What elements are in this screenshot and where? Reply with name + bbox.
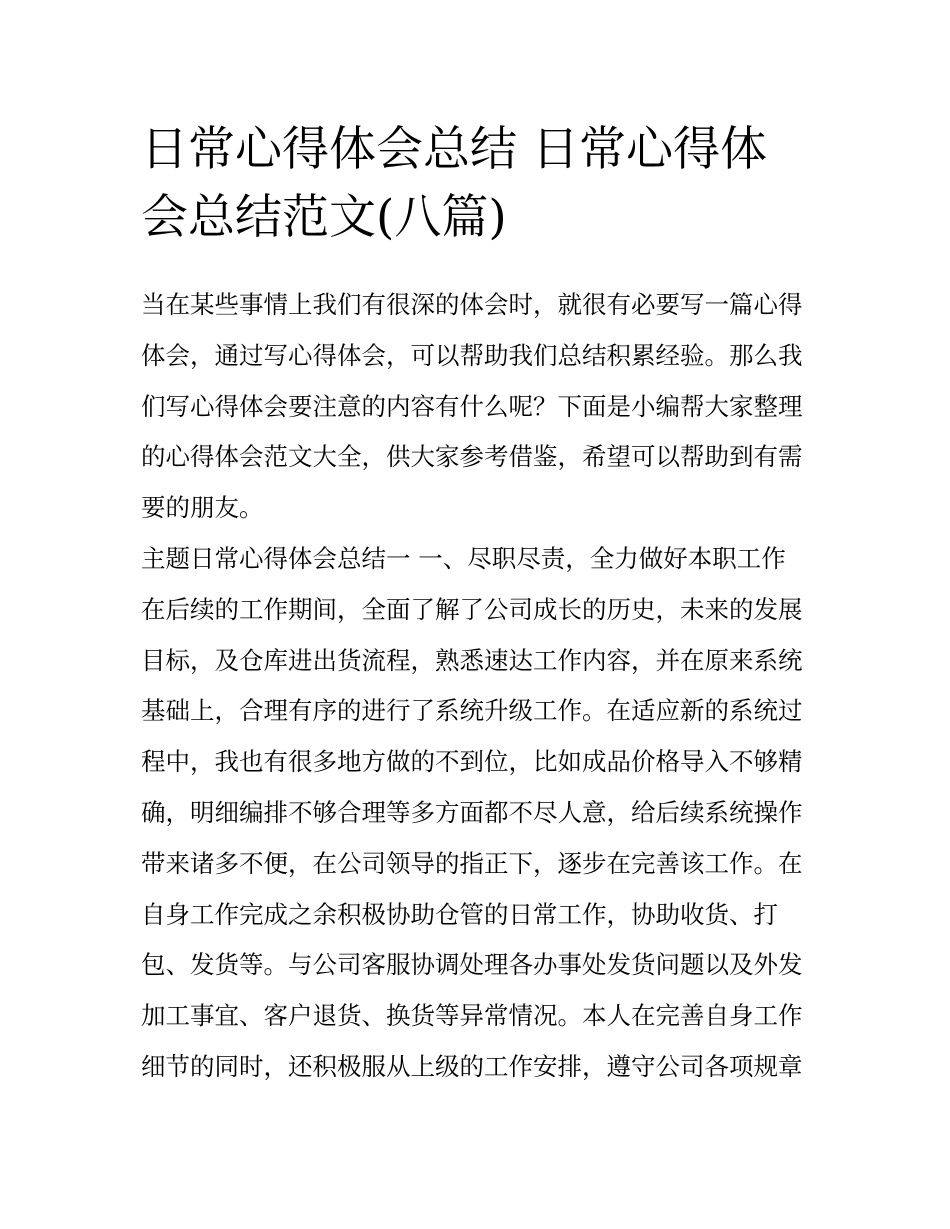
body-line: 带来诸多不便，在公司领导的指正下，逐步在完善该工作。在 — [141, 848, 803, 878]
body-line: 自身工作完成之余积极协助仓管的日常工作，协助收货、打 — [141, 899, 778, 929]
body-line: 加工事宜、客户退货、换货等异常情况。本人在完善自身工作 — [141, 1001, 803, 1031]
title-line: 日常心得体会总结 日常心得体 — [141, 122, 767, 177]
body-line: 确，明细编排不够合理等多方面都不尽人意，给后续系统操作 — [141, 797, 803, 827]
body-line: 主题日常心得体会总结一 一、尽职尽责，全力做好本职工作 — [141, 543, 786, 573]
body-line: 细节的同时，还积极服从上级的工作安排，遵守公司各项规章 — [141, 1051, 803, 1081]
body-line: 体会，通过写心得体会，可以帮助我们总结积累经验。那么我 — [141, 340, 803, 370]
body-line: 在后续的工作期间，全面了解了公司成长的历史，未来的发展 — [141, 594, 803, 624]
body-line: 基础上，合理有序的进行了系统升级工作。在适应新的系统过 — [141, 696, 803, 726]
body-line: 当在某些事情上我们有很深的体会时，就很有必要写一篇心得 — [141, 290, 803, 319]
body-line: 程中，我也有很多地方做的不到位，比如成品价格导入不够精 — [141, 747, 803, 777]
body-line: 们写心得体会要注意的内容有什么呢？下面是小编帮大家整理 — [141, 391, 803, 421]
document-body — [141, 280, 821, 1093]
title-line: 会总结范文(八篇) — [141, 190, 507, 245]
body-line: 的心得体会范文大全，供大家参考借鉴，希望可以帮助到有需 — [141, 442, 803, 472]
document-title — [141, 116, 821, 252]
body-line: 要的朋友。 — [141, 493, 264, 523]
body-line: 目标，及仓库进出货流程，熟悉速达工作内容，并在原来系统 — [141, 645, 803, 675]
body-line: 包、发货等。与公司客服协调处理各办事处发货问题以及外发 — [141, 950, 803, 980]
